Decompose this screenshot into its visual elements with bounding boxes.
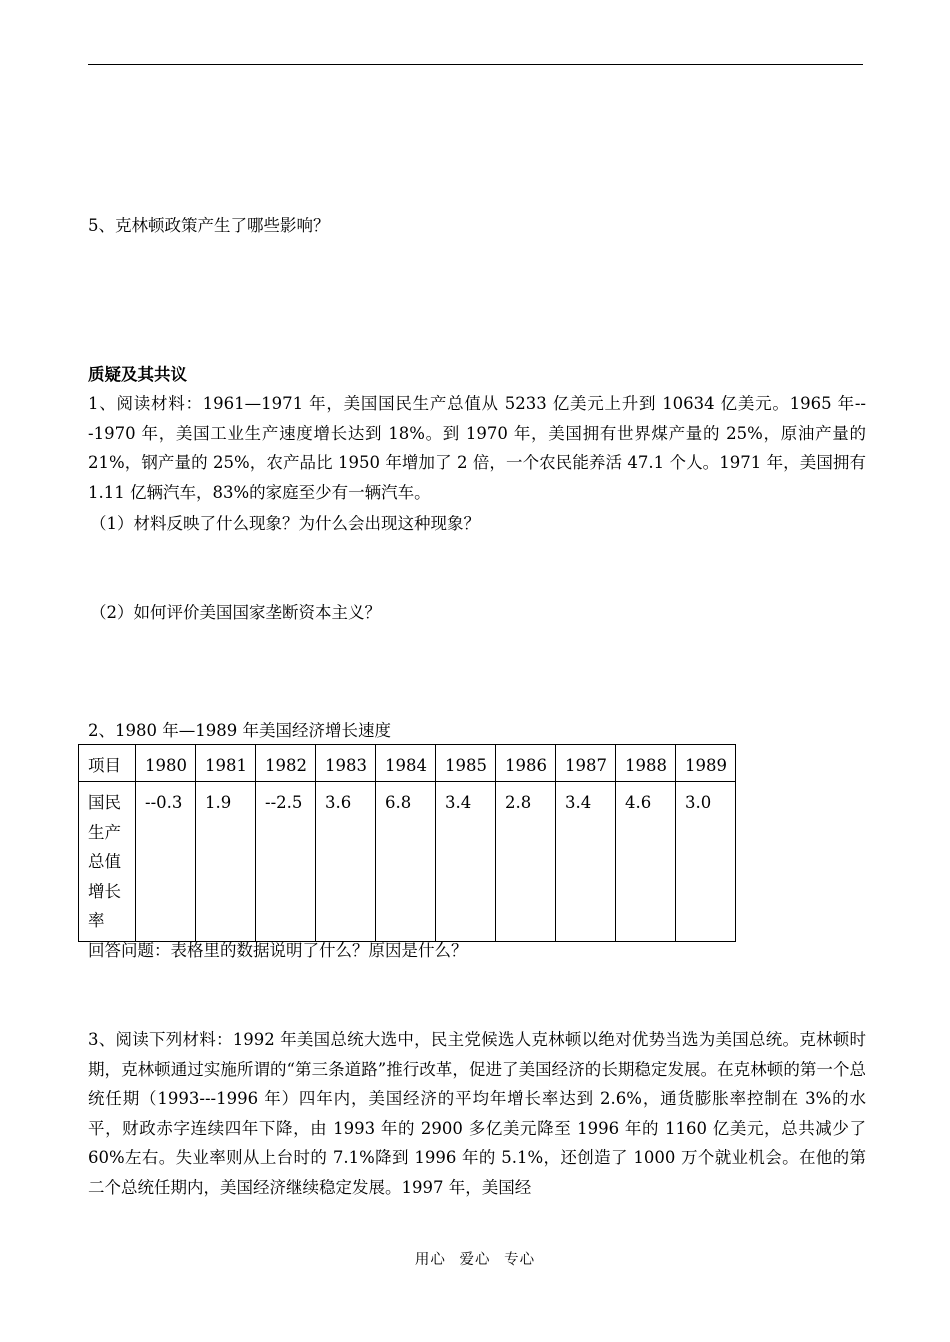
table-data-row	[79, 782, 736, 942]
item-2-title: 2、1980 年—1989 年美国经济增长速度	[88, 721, 391, 740]
year-cell: 1985	[436, 745, 496, 782]
value-cell: 3.6	[316, 782, 376, 942]
item-2-question: 回答问题：表格里的数据说明了什么？原因是什么？	[88, 941, 468, 960]
year-cell: 1984	[376, 745, 436, 782]
value-cell: 1.9	[196, 782, 256, 942]
item-1-material: 1、阅读材料：1961—1971 年，美国国民生产总值从 5233 亿美元上升到 10634 亿美元。1965 年---1970 年，美国工业生产速度增长达到 18%。到 1970 年，美国拥有世界煤产量的 25%，原油产量的 21%，钢产量的 25%，农产品比 1950 年增加了 2 倍，一个农民能养活 47.1 个人。1971 年，美国拥有 1.11 亿辆汽车，83%的家庭至少有一辆汽车。	[88, 394, 866, 502]
value-cell: --0.3	[136, 782, 196, 942]
row-label-cell	[79, 782, 136, 942]
item-3-material: 3、阅读下列材料：1992 年美国总统大选中，民主党候选人克林顿以绝对优势当选为美国总统。克林顿时期，克林顿通过实施所谓的“第三条道路”推行改革，促进了美国经济的长期稳定发展。在克林顿的第一个总统任期（1993---1996 年）四年内，美国经济的平均年增长率达到 2.6%，通货膨胀率控制在 3%的水平，财政赤字连续四年下降，由 1993 年的 2900 多亿美元降至 1996 年的 1160 亿美元，总共减少了 60%左右。失业率则从上台时的 7.1%降到 1996 年的 5.1%，还创造了 1000 万个就业机会。在他的第二个总统任期内，美国经济继续稳定发展。1997 年，美国经	[88, 1030, 866, 1197]
year-cell: 1980	[136, 745, 196, 782]
year-cell: 1981	[196, 745, 256, 782]
year-cell: 1986	[496, 745, 556, 782]
year-cell: 1987	[556, 745, 616, 782]
header-label-cell: 项目	[79, 745, 136, 782]
question-5: 5、克林顿政策产生了哪些影响？	[88, 216, 330, 235]
value-cell: 3.4	[556, 782, 616, 942]
section-title: 质疑及其共议	[88, 365, 187, 384]
value-cell: --2.5	[256, 782, 316, 942]
item-1-question-2: （2）如何评价美国国家垄断资本主义？	[90, 603, 381, 622]
row-label-text: 国民生产总值增长率	[88, 793, 121, 930]
value-cell: 4.6	[616, 782, 676, 942]
year-cell: 1988	[616, 745, 676, 782]
item-1-question-1: （1）材料反映了什么现象？为什么会出现这种现象？	[90, 514, 480, 533]
value-cell: 3.0	[676, 782, 736, 942]
value-cell: 3.4	[436, 782, 496, 942]
header-rule	[88, 64, 863, 65]
value-cell: 2.8	[496, 782, 556, 942]
year-cell: 1989	[676, 745, 736, 782]
year-cell: 1983	[316, 745, 376, 782]
gnp-growth-table	[78, 744, 736, 942]
value-cell: 6.8	[376, 782, 436, 942]
table-header-row	[79, 745, 736, 782]
year-cell: 1982	[256, 745, 316, 782]
page-footer: 用心 爱心 专心	[414, 1252, 536, 1268]
